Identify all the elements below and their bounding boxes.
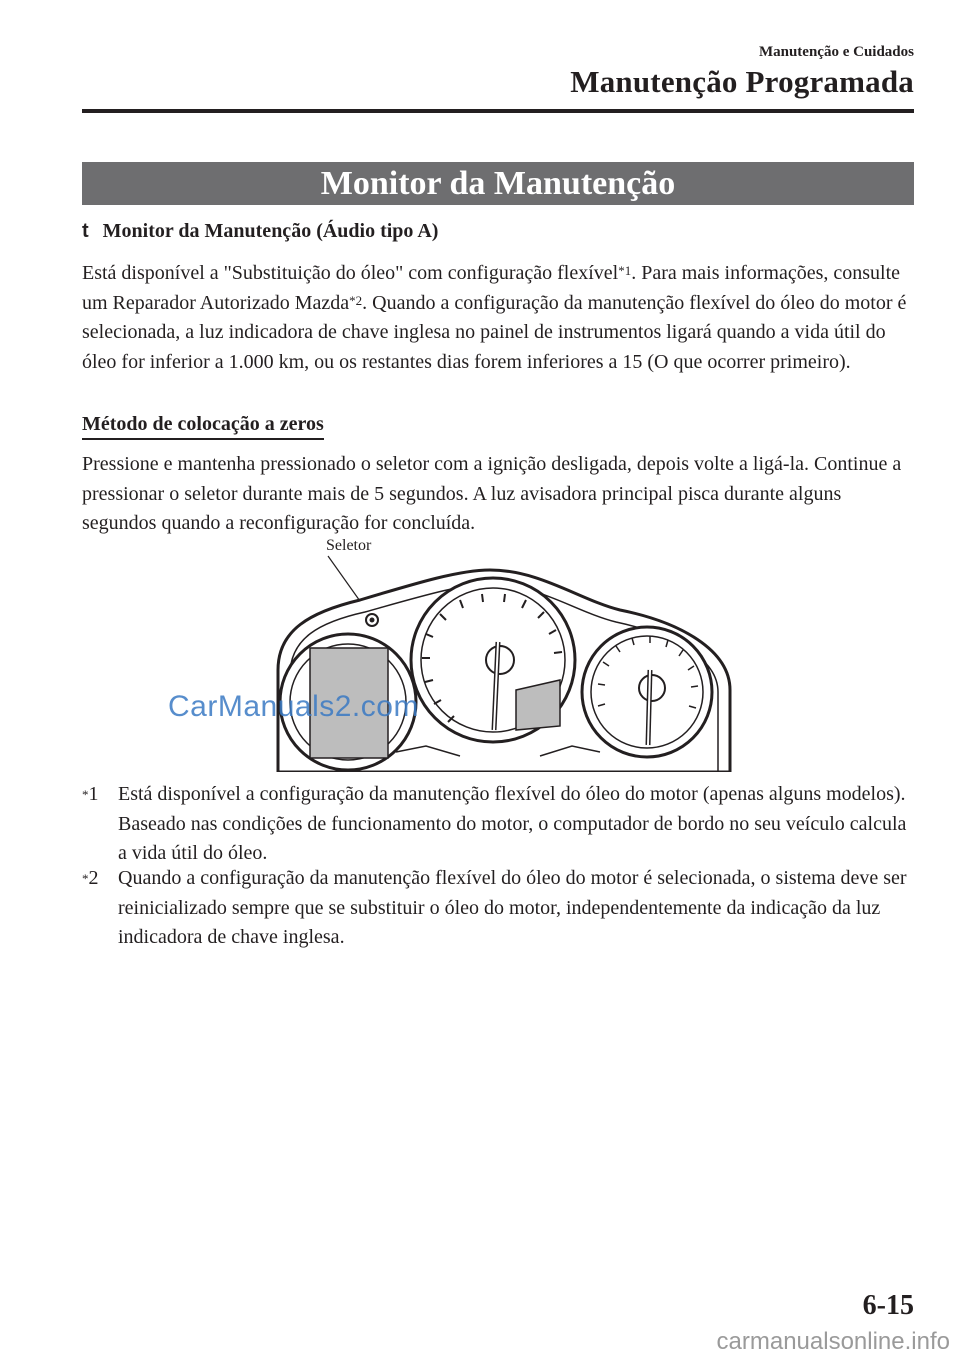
footnote-2 xyxy=(82,864,914,953)
footnote-1-text: Está disponível a configuração da manutenção flexível do óleo do motor (apenas alguns modelos). Baseado nas condições de funcionamento do motor, o computador de bordo no seu veículo calcula a vida útil do óleo. xyxy=(118,783,907,864)
footnote-2-mark: *2 xyxy=(82,867,99,889)
bullet-icon: t xyxy=(82,220,89,242)
instrument-cluster-illustration xyxy=(160,530,750,772)
reset-paragraph: Pressione e mantenha pressionado o seletor com a ignição desligada, depois volte a ligá-la. Continue a pressionar o seletor durante mais de 5 segundos. A luz avisadora principal pisca durante alguns segundos quando a reconfiguração for concluída. xyxy=(82,453,902,534)
subheading-title: Monitor da Manutenção (Áudio tipo A) xyxy=(102,220,439,242)
reset-heading: Método de colocação a zeros xyxy=(82,413,324,440)
intro-part3: . Quando a configuração da manutenção flexível do óleo do motor é selecionada, a luz indicadora de chave inglesa no painel de instrumentos ligará quando a vida útil do óleo for inferior a 1.000 km, ou os restantes dias forem inferiores a 15 (O que ocorrer primeiro). xyxy=(82,291,907,373)
footnote-2-text: Quando a configuração da manutenção flexível do óleo do motor é selecionada, o sistema deve ser reinicializado sempre que se substituir o óleo do motor, independentemente da indicação da luz indicadora de chave inglesa. xyxy=(118,867,907,948)
watermark-logo: CarManuals2.com xyxy=(168,690,419,723)
footnote-ref-2: *2 xyxy=(349,292,363,308)
chapter-title: Manutenção e Cuidados xyxy=(758,44,914,60)
subheading xyxy=(82,220,438,243)
section-title: Manutenção Programada xyxy=(570,64,914,99)
page-banner: Monitor da Manutenção xyxy=(82,162,914,205)
footer-watermark[interactable]: carmanualsonline.info xyxy=(716,1328,950,1355)
intro-part1: Está disponível a "Substituição do óleo" com configuração flexível xyxy=(82,262,619,284)
footnote-ref-1: *1 xyxy=(618,263,632,278)
page-number: 6-15 xyxy=(862,1290,914,1321)
intro-part2: . Para mais informações, consulte um Reparador Autorizado Mazda xyxy=(82,262,901,314)
intro-paragraph xyxy=(82,259,914,377)
footnote-1-mark: *1 xyxy=(82,783,99,805)
footnote-1 xyxy=(82,780,914,869)
selector-knob-center xyxy=(370,618,375,623)
seletor-label: Seletor xyxy=(326,537,372,554)
header-rule xyxy=(82,109,914,113)
